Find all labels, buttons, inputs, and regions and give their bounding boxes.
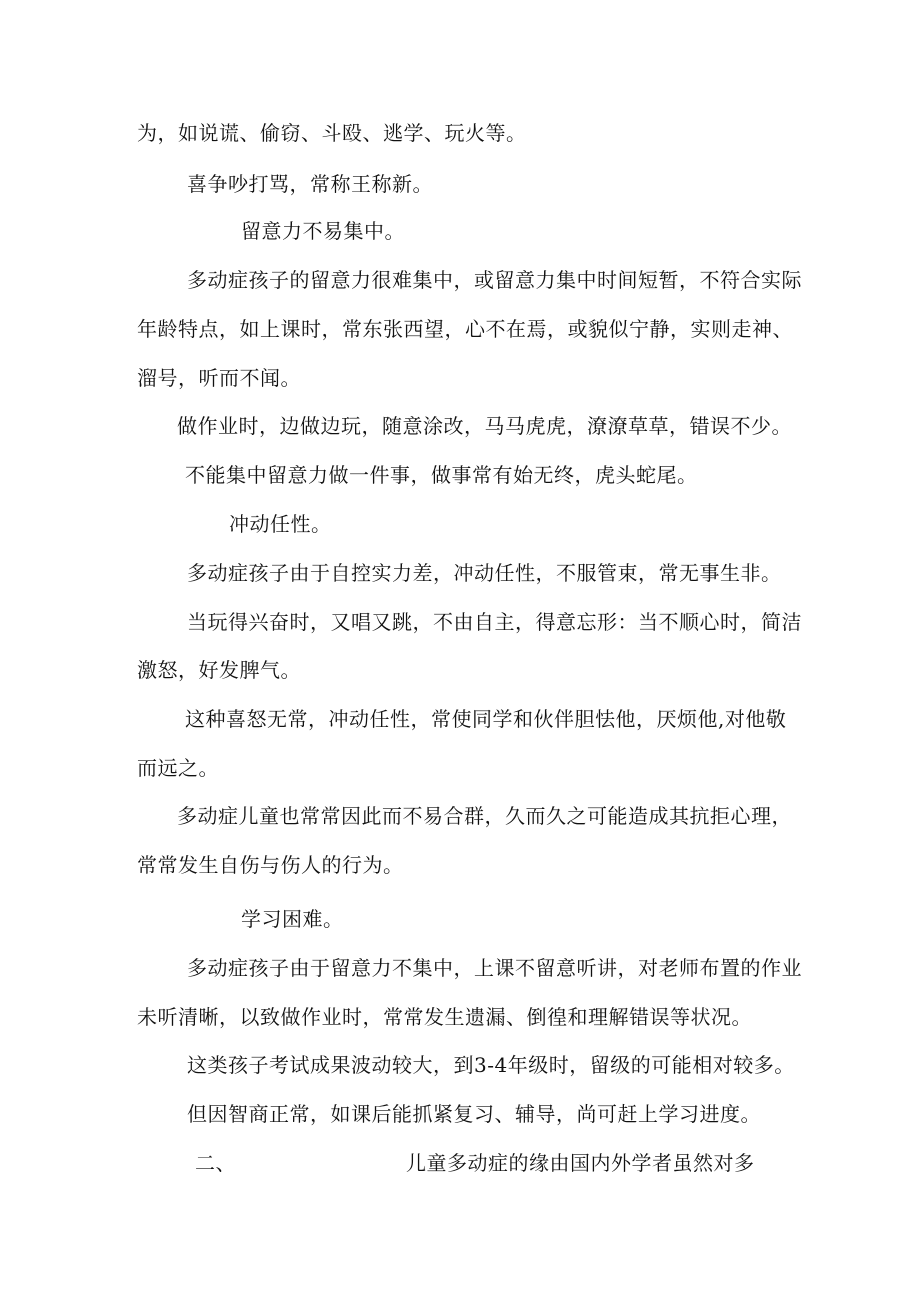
text-line: 当玩得兴奋时，又唱又跳，不由自主，得意忘形：当不顺心时，简洁 — [187, 610, 802, 634]
text-line: 溜号，听而不闻。 — [137, 366, 301, 390]
text-line: 多动症孩子由于自控实力差，冲动任性，不服管束，常无事生非。 — [187, 561, 782, 585]
text-line: 但因智商正常，如课后能抓紧复习、辅导，尚可赶上学习进度。 — [187, 1102, 761, 1126]
text-line: 不能集中留意力做一件事，做事常有始无终，虎头蛇尾。 — [185, 463, 698, 487]
chapter-title: 儿童多动症的缘由国内外学者虽然对多 — [406, 1151, 755, 1175]
chapter-heading — [195, 1151, 755, 1175]
section-heading: 留意力不易集中。 — [241, 219, 405, 243]
text-line: 这类孩子考试成果波动较大，到3-4年级时，留级的可能相对较多。 — [187, 1053, 795, 1077]
text-line: 做作业时，边做边玩，随意涂改，马马虎虎，潦潦草草，错误不少。 — [177, 414, 792, 438]
text-line: 而远之。 — [137, 756, 219, 780]
text-line: 年龄特点，如上课时，常东张西望，心不在焉，或貌似宁静，实则走神、 — [137, 317, 793, 341]
chapter-number: 二、 — [195, 1151, 236, 1175]
text-line: 常常发生自伤与伤人的行为。 — [137, 853, 404, 877]
text-line: 多动症孩子的留意力很难集中，或留意力集中时间短暂，不符合实际 — [187, 268, 802, 292]
text-line: 未听清晰，以致做作业时，常常发生遗漏、倒徨和理解错误等状况。 — [137, 1005, 752, 1029]
text-line: 这种喜怒无常，冲动任性，常使同学和伙伴胆怯他，厌烦他,对他敬 — [185, 707, 787, 731]
section-heading: 学习困难。 — [241, 907, 344, 931]
text-line: 多动症孩子由于留意力不集中，上课不留意听讲，对老师布置的作业 — [187, 956, 802, 980]
text-line: 激怒，好发脾气。 — [137, 658, 301, 682]
section-heading: 冲动任性。 — [229, 512, 332, 536]
text-line: 为，如说谎、偷窃、斗殴、逃学、玩火等。 — [137, 121, 527, 145]
text-line: 多动症儿童也常常因此而不易合群，久而久之可能造成其抗拒心理， — [177, 804, 792, 828]
text-line: 喜争吵打骂，常称王称新。 — [187, 172, 433, 196]
